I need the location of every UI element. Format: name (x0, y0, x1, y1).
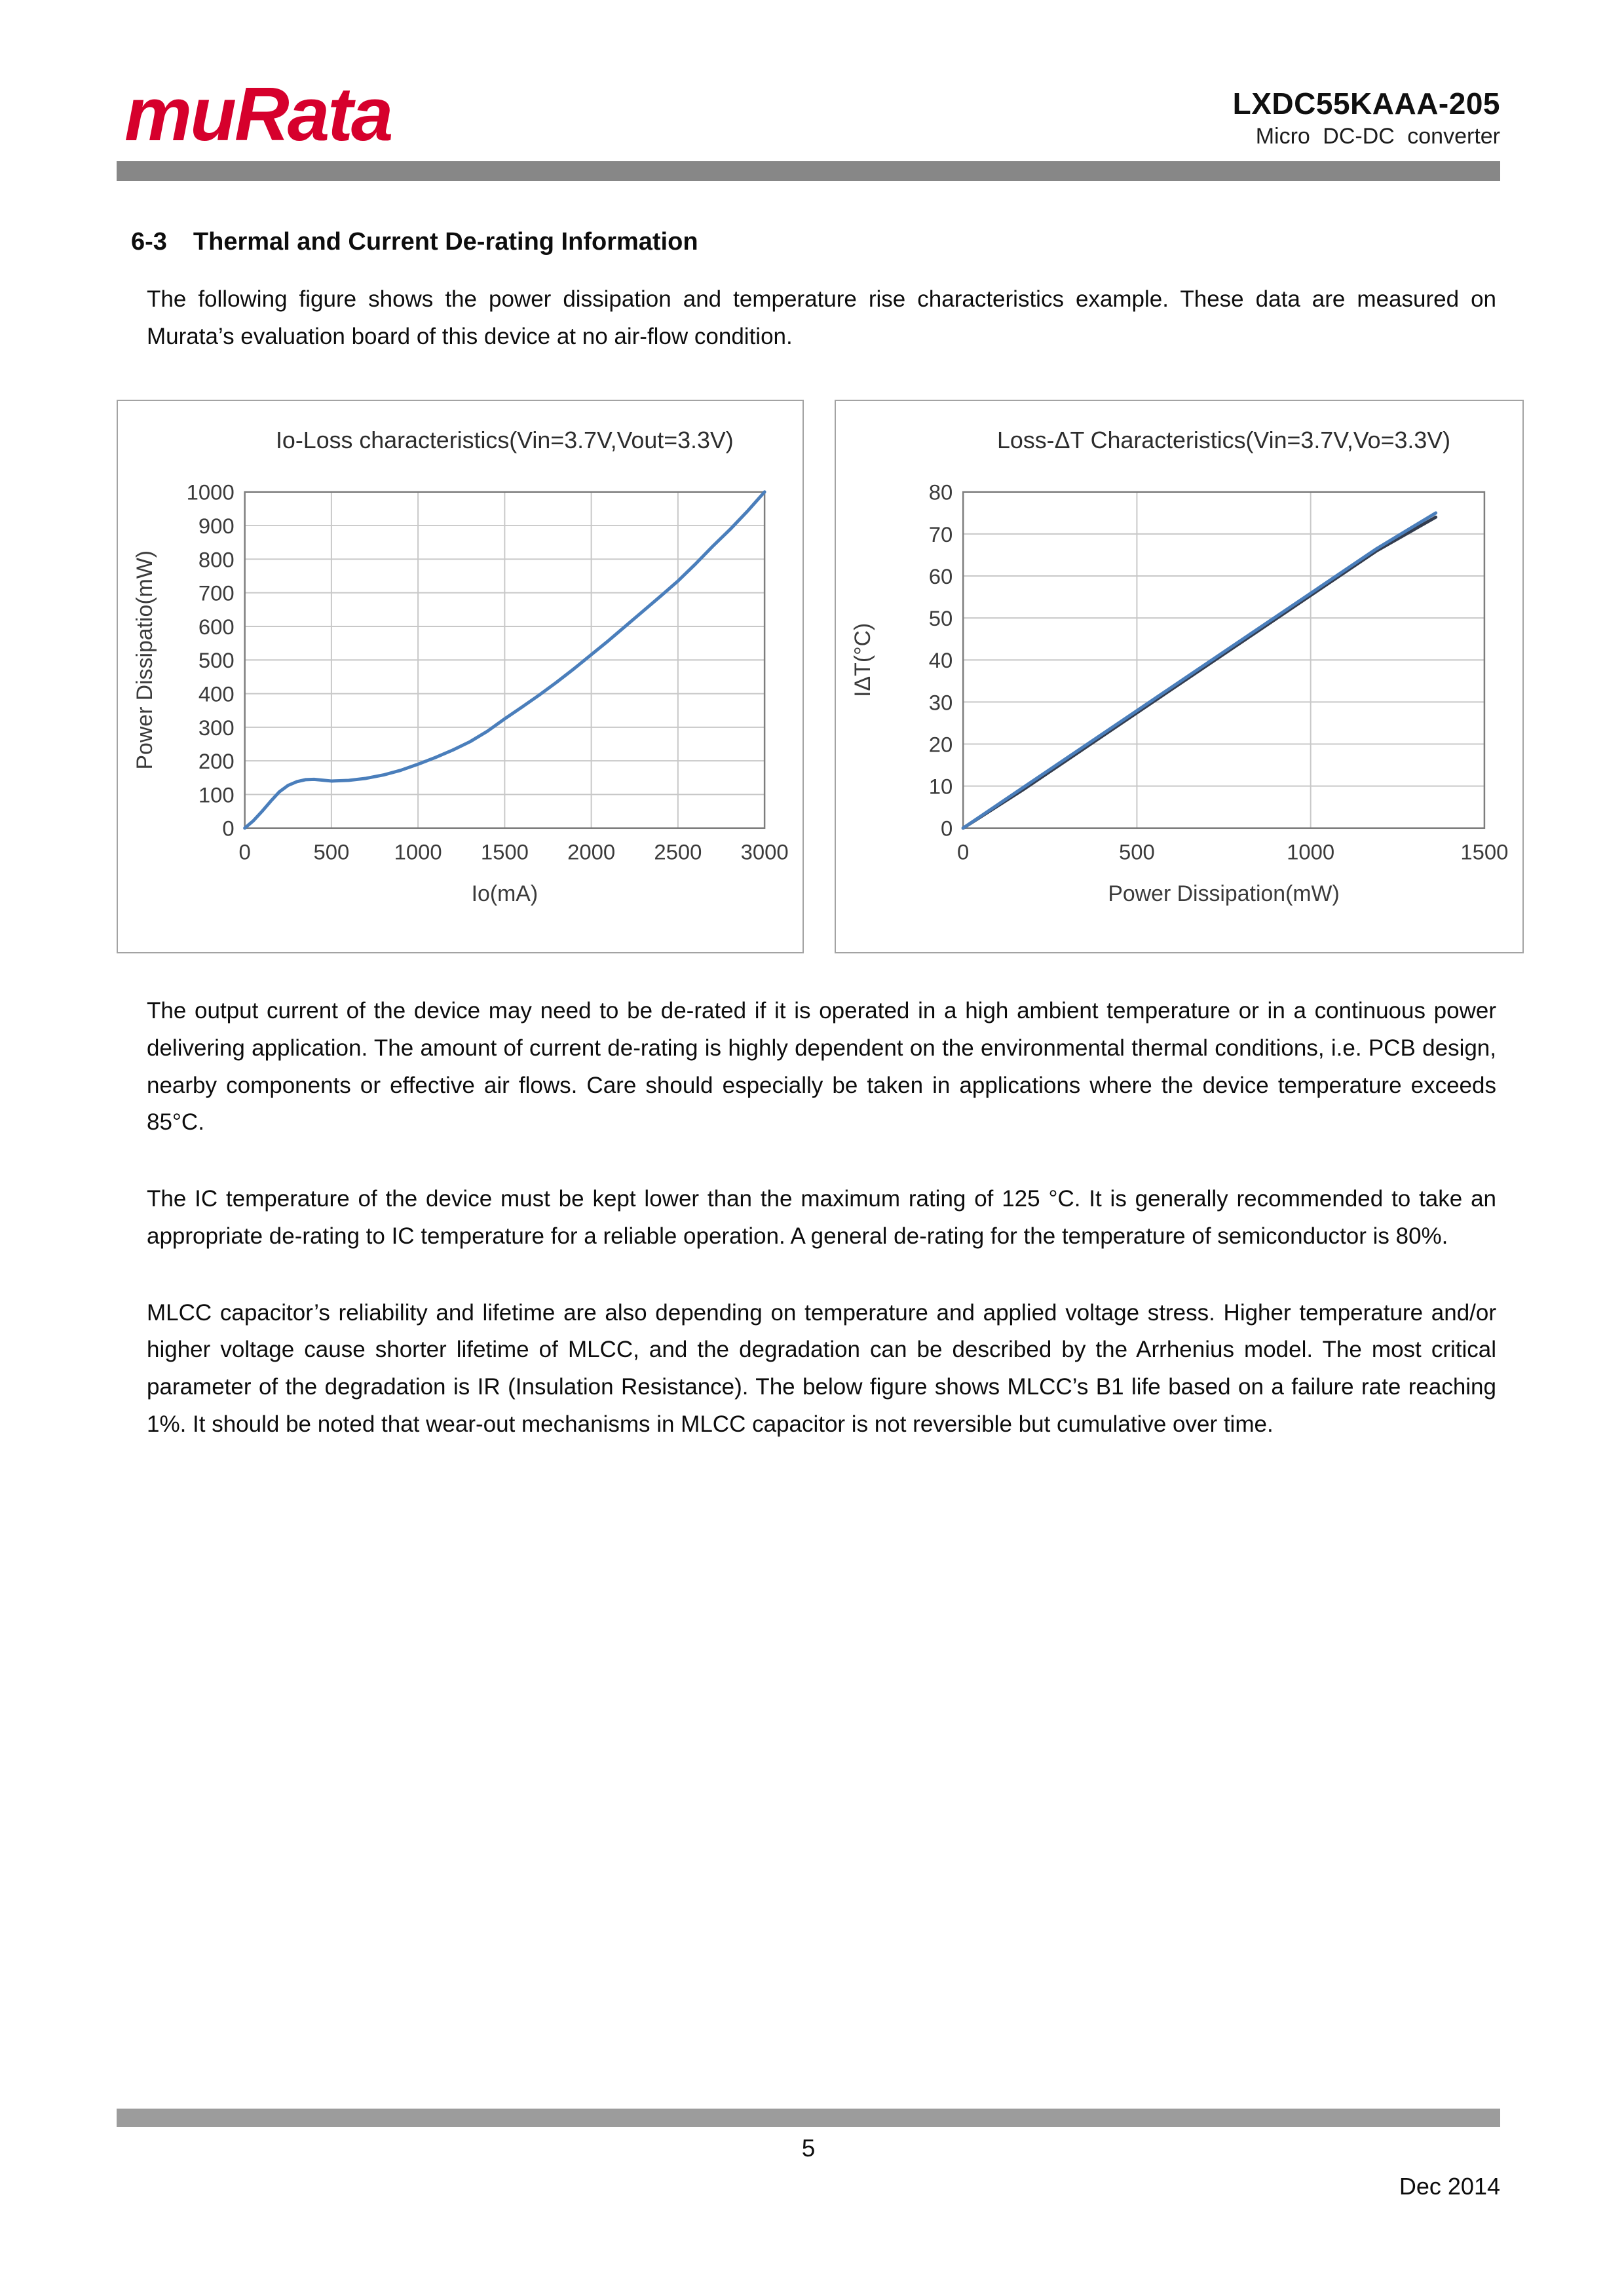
page-number: 5 (801, 2135, 816, 2162)
svg-text:3000: 3000 (740, 839, 789, 864)
svg-text:800: 800 (198, 547, 235, 572)
figure-io-loss-chart (117, 400, 804, 953)
figure-loss-dt-chart (835, 400, 1524, 953)
derating-paragraph: The output current of the device may need to be de-rated if it is operated in a high ambient temperature or in a continuous power delivering application. The amount of current de-rating is highly dependent on the environmental thermal conditions, i.e. PCB design, nearby components or effective air flows. Care should especially be taken in applications where the device temperature exceeds 85°C. (147, 998, 1496, 1136)
svg-text:500: 500 (313, 839, 350, 864)
svg-text:1000: 1000 (394, 839, 442, 864)
product-number: LXDC55KAAA-205 (1232, 86, 1500, 121)
header-divider-bar (117, 161, 1500, 181)
section-title: Thermal and Current De-rating Information (193, 228, 698, 256)
section-number: 6-3 (131, 228, 167, 256)
svg-text:60: 60 (928, 564, 953, 589)
svg-text:Io-Loss characteristics(Vin=3.: Io-Loss characteristics(Vin=3.7V,Vout=3.3V) (275, 427, 734, 454)
svg-text:900: 900 (198, 514, 235, 539)
svg-text:80: 80 (928, 480, 953, 505)
murata-logo: muRata (124, 71, 392, 157)
ic-temperature-paragraph: The IC temperature of the device must be kept lower than the maximum rating of 125 °C. It is generally recommended to take an appropriate de-rating to IC temperature for a reliable operation. A general de-rating for the temperature of semiconductor is 80%. (147, 1186, 1496, 1249)
svg-text:20: 20 (928, 732, 953, 757)
svg-text:Power Dissipation(mW): Power Dissipation(mW) (1108, 881, 1340, 907)
svg-text:50: 50 (928, 606, 953, 631)
svg-text:40: 40 (928, 648, 953, 673)
svg-text:300: 300 (198, 716, 235, 740)
svg-text:500: 500 (198, 648, 235, 673)
svg-text:0: 0 (957, 839, 970, 864)
svg-text:1000: 1000 (186, 480, 235, 505)
product-subtitle: Micro DC-DC converter (1255, 124, 1500, 149)
svg-text:70: 70 (928, 522, 953, 547)
svg-text:1000: 1000 (1287, 839, 1335, 864)
footer-date: Dec 2014 (1399, 2173, 1500, 2200)
svg-text:700: 700 (198, 581, 235, 605)
svg-text:100: 100 (198, 782, 235, 807)
svg-text:Io(mA): Io(mA) (471, 881, 538, 907)
svg-text:2500: 2500 (654, 839, 702, 864)
svg-text:IΔT(°C): IΔT(°C) (850, 623, 876, 698)
charts-row (117, 400, 1509, 953)
io-loss-chart-svg (118, 401, 803, 952)
svg-text:2000: 2000 (567, 839, 616, 864)
svg-text:0: 0 (940, 816, 953, 841)
svg-text:30: 30 (928, 690, 953, 715)
loss-dt-chart-svg (836, 401, 1522, 952)
mlcc-paragraph: MLCC capacitor’s reliability and lifetime are also depending on temperature and applied voltage stress. Higher temperature and/or higher voltage cause shorter lifetime of MLCC, and the degradation can be described by the Arrhenius model. The most critical parameter of the degradation is IR (Insulation Resistance). The below figure shows MLCC’s B1 life based on a failure rate reaching 1%. It should be noted that wear-out mechanisms in MLCC capacitor is not reversible but cumulative over time. (147, 1299, 1496, 1437)
svg-text:1500: 1500 (480, 839, 529, 864)
page-content (117, 228, 1509, 1443)
svg-text:200: 200 (198, 749, 235, 774)
svg-text:0: 0 (238, 839, 251, 864)
svg-text:1500: 1500 (1460, 839, 1509, 864)
svg-text:0: 0 (222, 816, 235, 841)
footer-divider-bar (117, 2109, 1500, 2127)
svg-text:400: 400 (198, 681, 235, 706)
svg-text:10: 10 (928, 774, 953, 799)
svg-text:500: 500 (1119, 839, 1155, 864)
svg-text:Power Dissipatio(mW): Power Dissipatio(mW) (132, 550, 158, 770)
header-title-block (1233, 86, 1500, 152)
page-header (117, 42, 1500, 157)
svg-text:Loss-ΔT Characteristics(Vin=3.: Loss-ΔT Characteristics(Vin=3.7V,Vo=3.3V) (996, 427, 1451, 454)
intro-paragraph: The following figure shows the power dissipation and temperature rise characteristics example. These data are measured on Murata’s evaluation board of this device at no air-flow condition. (147, 286, 1496, 349)
page-footer (117, 2109, 1500, 2200)
svg-text:600: 600 (198, 615, 235, 640)
section-heading (131, 228, 1496, 256)
